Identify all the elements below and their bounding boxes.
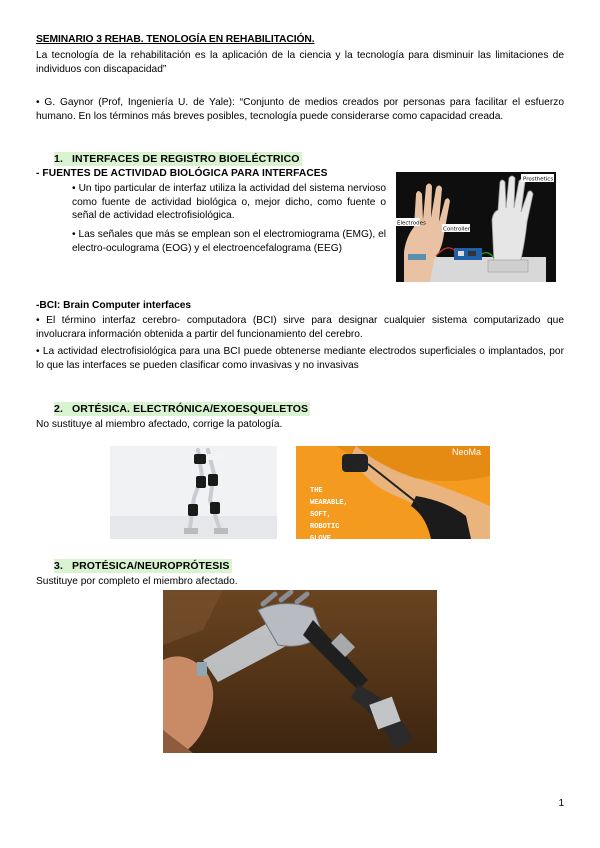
section-3-number: 3. xyxy=(54,560,63,572)
section-1-heading xyxy=(54,153,302,165)
section-1-bullet-2: • Las señales que más se emplean son el electromiograma (EMG), el electro-oculograma (EOG) y el electroencefalograma (EEG) xyxy=(72,229,386,254)
section-3-heading xyxy=(54,560,232,572)
exoskeleton-illustration xyxy=(110,446,277,539)
emg-hand-illustration xyxy=(396,172,556,282)
glove-text-line-4: ROBOTIC xyxy=(310,523,340,531)
glove-text-line-2: WEARABLE, xyxy=(310,499,348,507)
section-1-subheading: - FUENTES DE ACTIVIDAD BIOLÓGICA PARA INTERFACES xyxy=(36,168,328,179)
exoskeleton-image xyxy=(110,446,277,539)
section-2-heading xyxy=(54,403,310,415)
document-title: SEMINARIO 3 REHAB. TENOLOGÍA EN REHABILITACIÓN. xyxy=(36,34,315,45)
label-electrodes: Electrodes xyxy=(397,220,426,227)
section-1-title: INTERFACES DE REGISTRO BIOELÉCTRICO xyxy=(72,153,300,165)
neuroprosthesis-illustration xyxy=(163,590,437,753)
page-number: 1 xyxy=(558,798,564,809)
intro-paragraph: La tecnología de la rehabilitación es la aplicación de la ciencia y la tecnología para disminuir las limitaciones de individuos con discapacidad” xyxy=(36,50,564,75)
glove-text-line-1: THE xyxy=(310,487,323,495)
label-controller: Controller xyxy=(443,226,471,233)
section-1-number: 1. xyxy=(54,153,63,165)
bci-heading: -BCI: Brain Computer interfaces xyxy=(36,300,192,311)
glove-text-line-3: SOFT, xyxy=(310,511,332,519)
gaynor-paragraph: • G. Gaynor (Prof, Ingeniería U. de Yale): “Conjunto de medios creados por personas para facilitar el esfuerzo humano. En los términos más breves posibles, tecnología puede considerarse como capacidad creada. xyxy=(36,97,564,122)
glove-text-line-5: GLOVE xyxy=(310,535,332,539)
robotic-glove-illustration xyxy=(296,446,490,539)
neuroprosthesis-image xyxy=(163,590,437,753)
bci-bullet-1: • El término interfaz cerebro- computadora (BCI) sirve para designar cualquier sistema computarizado que involucrara información obtenida a partir del funcionamiento del cerebro. xyxy=(36,315,564,340)
section-3-text: Sustituye por completo el miembro afectado. xyxy=(36,576,238,587)
section-1-bullet-1: • Un tipo particular de interfaz utiliza la actividad del sistema nervioso como fuente de actividad biológica o, mejor dicho, como fuente o señal de actividad electrofisiológica. xyxy=(72,183,386,221)
section-2-number: 2. xyxy=(54,403,63,415)
label-prosthetics: Prosthetics xyxy=(523,176,554,183)
emg-hand-image xyxy=(396,172,556,282)
section-2-text: No sustituye al miembro afectado, corrige la patología. xyxy=(36,419,283,430)
section-2-title: ORTÉSICA. ELECTRÓNICA/EXOESQUELETOS xyxy=(72,403,309,415)
section-3-title: PROTÉSICA/NEUROPRÓTESIS xyxy=(72,560,230,572)
bci-bullet-2: • La actividad electrofisiológica para una BCI puede obtenerse mediante electrodos superficiales o implantados, por lo que las interfaces se pueden clasificar como invasivas y no invasivas xyxy=(36,346,564,371)
robotic-glove-image xyxy=(296,446,490,539)
glove-brand-text: NeoMa xyxy=(452,447,482,457)
